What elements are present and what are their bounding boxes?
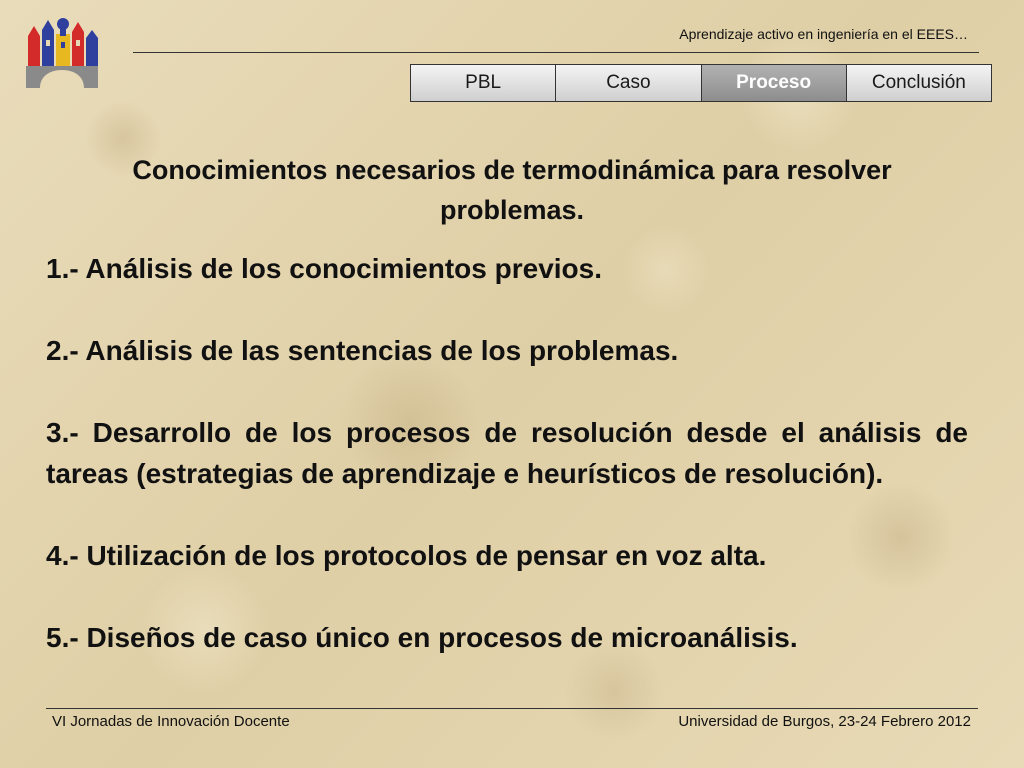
slide-heading: Conocimientos necesarios de termodinámica para resolver problemas. bbox=[132, 155, 892, 225]
university-castle-logo-icon bbox=[22, 10, 102, 90]
section-nav bbox=[410, 64, 992, 102]
list-item: 3.- Desarrollo de los procesos de resolución desde el análisis de tareas (estrategias de aprendizaje e heurísticos de resolución). bbox=[46, 417, 968, 489]
list-item: 1.- Análisis de los conocimientos previos. bbox=[46, 253, 603, 284]
footer-event: VI Jornadas de Innovación Docente bbox=[52, 713, 290, 730]
list-item: 4.- Utilización de los protocolos de pensar en voz alta. bbox=[46, 540, 767, 571]
tab-proceso[interactable]: Proceso bbox=[702, 65, 847, 101]
tab-pbl[interactable]: PBL bbox=[411, 65, 556, 101]
footer-venue-date: Universidad de Burgos, 23-24 Febrero 2012 bbox=[678, 713, 971, 730]
header-divider bbox=[133, 52, 979, 53]
list-item: 5.- Diseños de caso único en procesos de microanálisis. bbox=[46, 622, 798, 653]
content-list bbox=[46, 248, 968, 658]
list-item: 2.- Análisis de las sentencias de los problemas. bbox=[46, 335, 679, 366]
presentation-title: Aprendizaje activo en ingeniería en el EEES… bbox=[679, 26, 968, 42]
footer-divider bbox=[46, 708, 978, 709]
tab-caso[interactable]: Caso bbox=[556, 65, 701, 101]
tab-conclusion[interactable]: Conclusión bbox=[847, 65, 991, 101]
